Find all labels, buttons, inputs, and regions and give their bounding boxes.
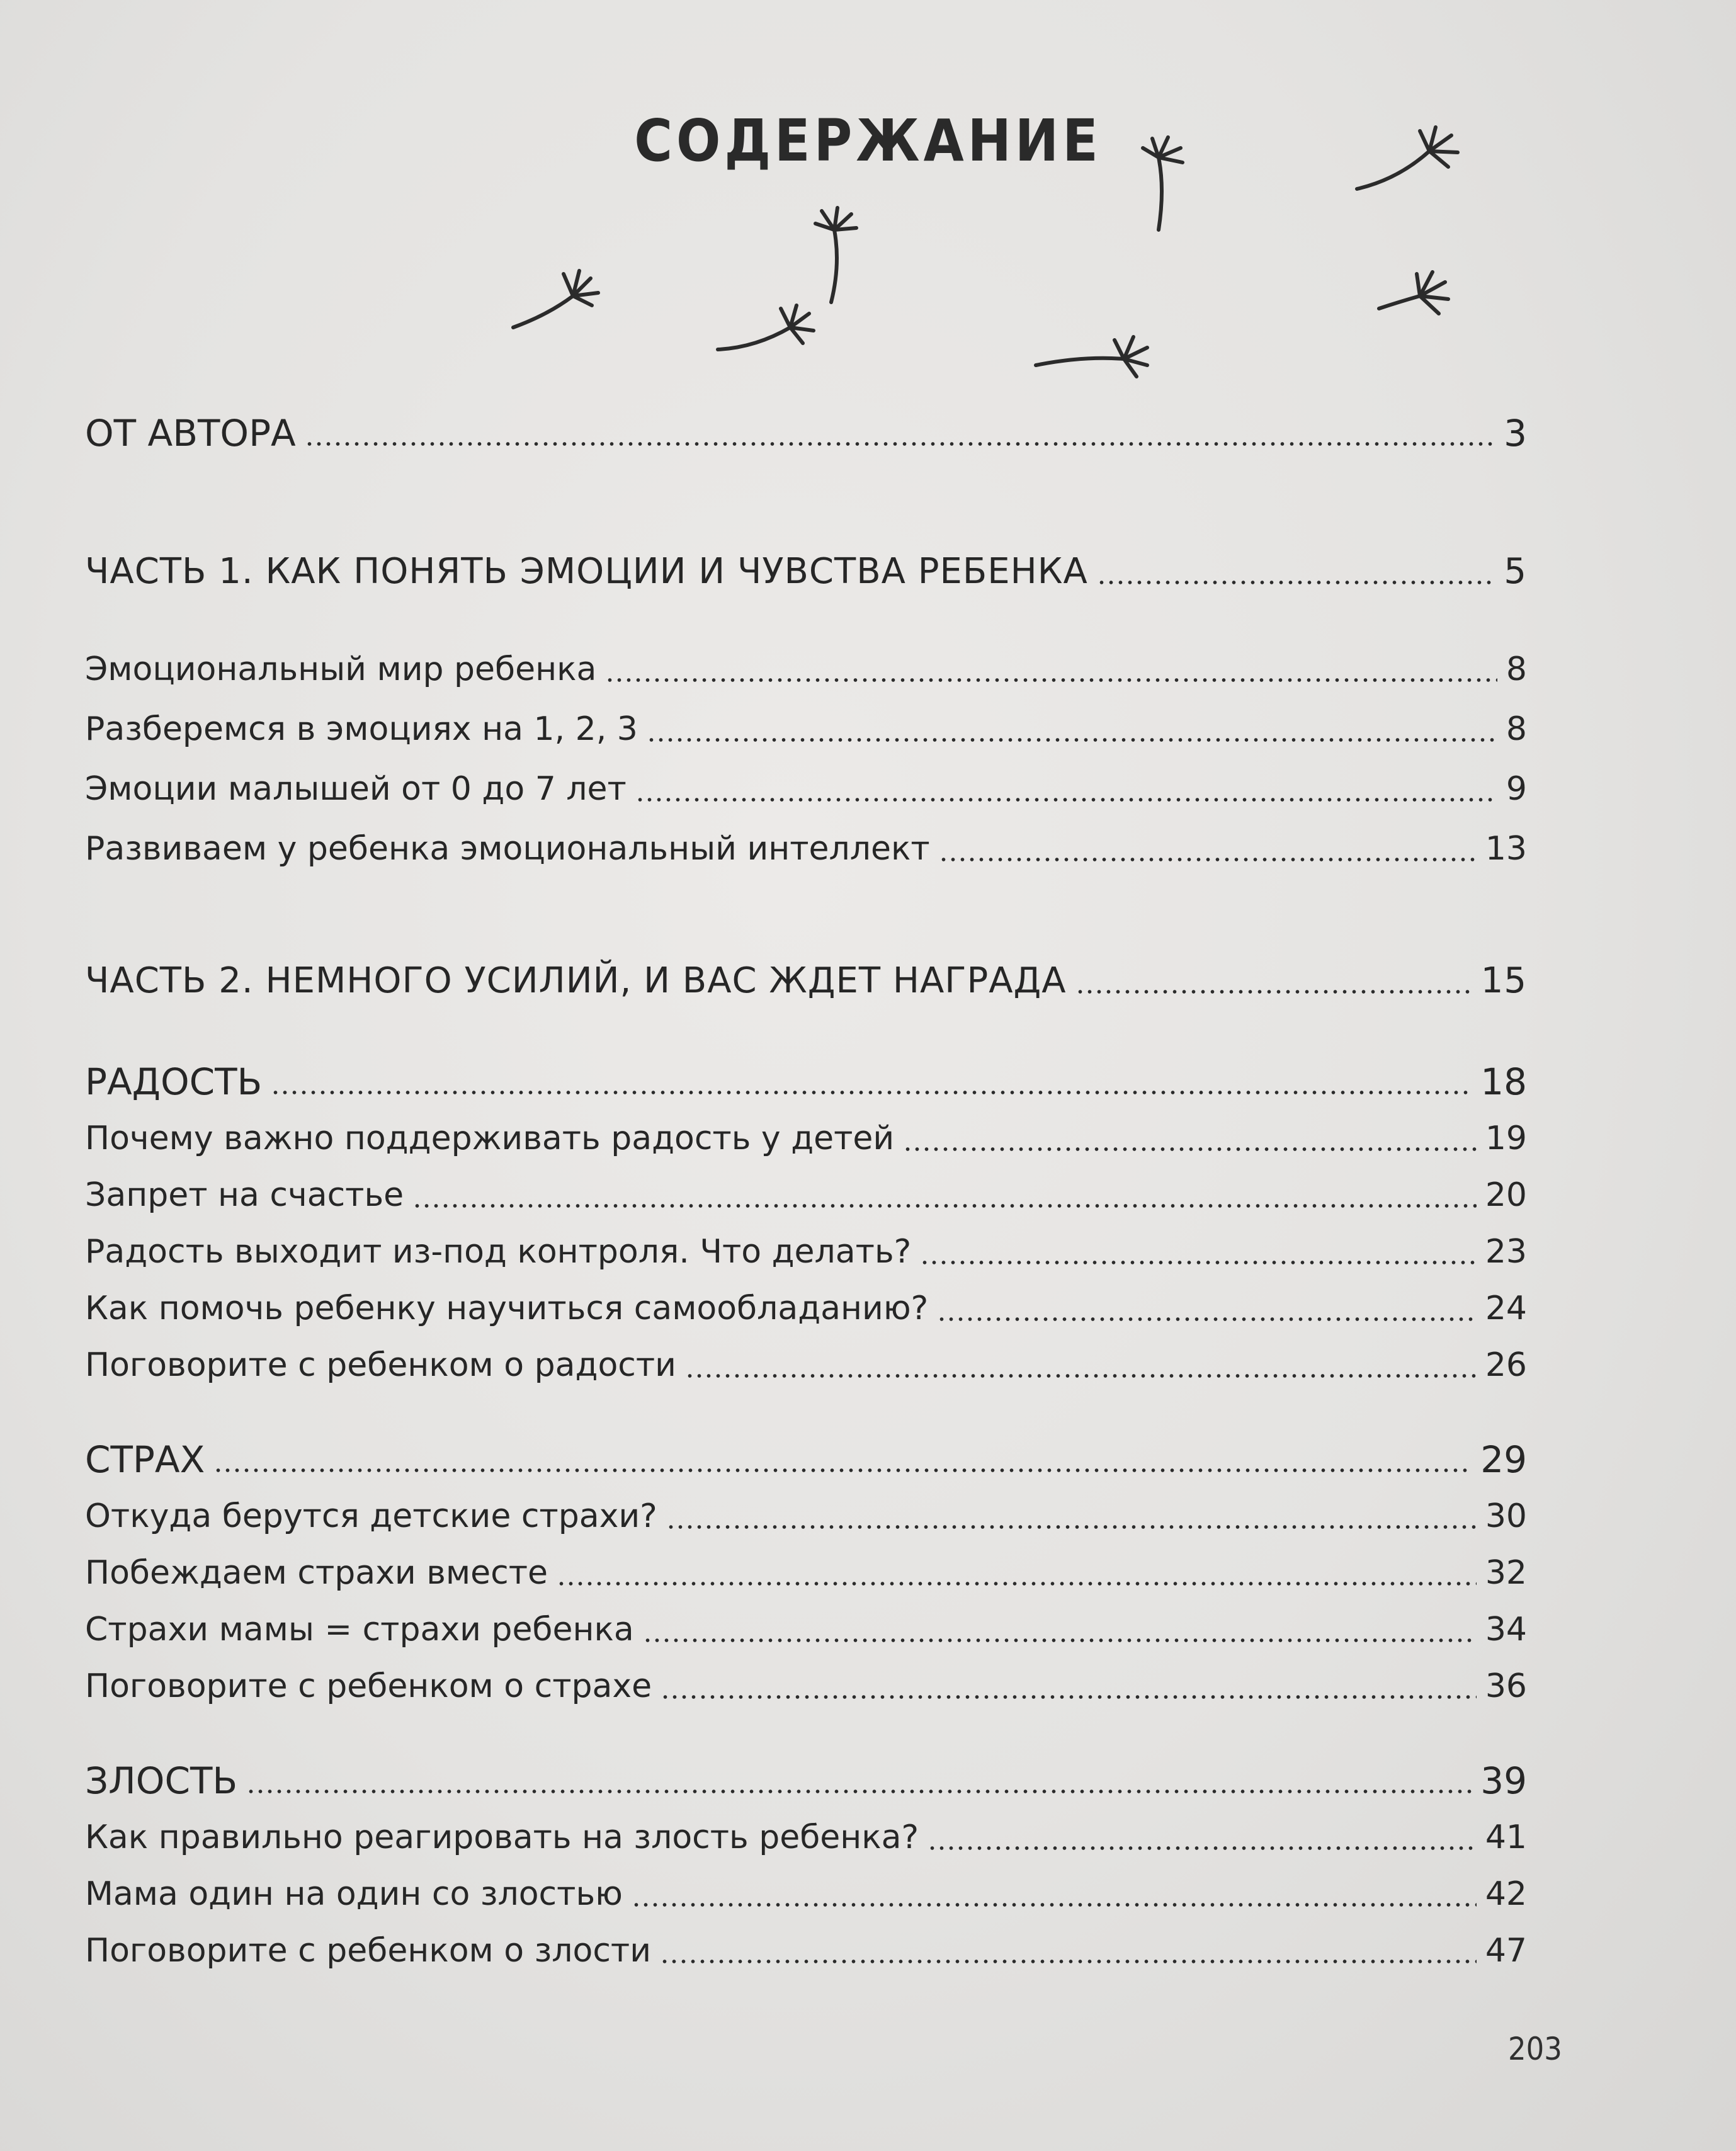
toc-entry-title: Мама один на один со злостью <box>85 1875 623 1913</box>
toc-entry-title: Поговорите с ребенком о злости <box>85 1932 652 1970</box>
toc-entry <box>85 1171 1527 1219</box>
toc-entry-page: 9 <box>1506 770 1527 808</box>
dot-leader <box>412 1203 1477 1209</box>
dandelion-seed-icon <box>1357 127 1458 189</box>
toc-entry <box>85 645 1527 693</box>
toc-entry <box>85 1492 1527 1540</box>
dot-leader <box>920 1259 1477 1266</box>
page-title: СОДЕРЖАНИЕ <box>634 107 1102 174</box>
dot-leader <box>305 441 1495 447</box>
dandelion-seed-icon <box>1379 272 1448 314</box>
dot-leader <box>939 856 1477 863</box>
toc-entry-title: Поговорите с ребенком о радости <box>85 1346 676 1384</box>
toc-entry-part-2 <box>85 957 1527 1005</box>
toc-entry-title: ОТ АВТОРА <box>85 412 296 455</box>
toc-entry-title: Откуда берутся детские страхи? <box>85 1497 657 1535</box>
dandelion-seeds-icon <box>479 113 1486 416</box>
dot-leader <box>605 677 1497 683</box>
toc-entry-title: Разберемся в эмоциях на 1, 2, 3 <box>85 710 638 748</box>
toc-entry-title: Радость выходит из-под контроля. Что делать? <box>85 1233 912 1271</box>
toc-entry-page: 18 <box>1480 1060 1527 1103</box>
toc-entry-title: ЧАСТЬ 2. НЕМНОГО УСИЛИЙ, И ВАС ЖДЕТ НАГРАДА <box>85 960 1067 1001</box>
toc-entry-page: 5 <box>1504 551 1527 592</box>
toc-entry-page: 15 <box>1480 960 1527 1001</box>
toc-entry-page: 29 <box>1480 1438 1527 1481</box>
toc-entry-title: ЗЛОСТЬ <box>85 1759 238 1802</box>
dot-leader <box>635 797 1497 803</box>
toc-entry-title: Почему важно поддерживать радость у детей <box>85 1120 895 1157</box>
toc-entry-title: Эмоциональный мир ребенка <box>85 650 597 688</box>
toc-entry-title: Как помочь ребенку научиться самообладанию? <box>85 1290 929 1327</box>
toc-entry-page: 8 <box>1506 710 1527 748</box>
toc-entry-page: 47 <box>1485 1932 1527 1970</box>
toc-entry-section-strakh <box>85 1436 1527 1484</box>
toc-entry-section-radost <box>85 1058 1527 1106</box>
dandelion-seed-icon <box>815 208 856 302</box>
toc-entry-page: 26 <box>1485 1346 1527 1384</box>
toc-entry <box>85 1606 1527 1654</box>
dot-leader <box>903 1146 1477 1152</box>
dot-leader <box>643 1637 1477 1643</box>
dot-leader <box>557 1581 1477 1587</box>
toc-entry <box>85 1549 1527 1597</box>
dandelion-seed-icon <box>513 271 598 327</box>
toc-entry-page: 20 <box>1485 1176 1527 1214</box>
toc-entry-title: Поговорите с ребенком о страхе <box>85 1667 652 1705</box>
toc-entry-page: 8 <box>1506 650 1527 688</box>
toc-entry <box>85 1662 1527 1710</box>
dot-leader <box>1097 579 1495 586</box>
toc-entry <box>85 1115 1527 1162</box>
dandelion-seed-icon <box>1036 337 1147 377</box>
toc-entry-page: 3 <box>1504 412 1527 455</box>
toc-entry-title: РАДОСТЬ <box>85 1060 263 1103</box>
toc-entry-title: Развиваем у ребенка эмоциональный интеллект <box>85 830 930 868</box>
toc-entry <box>85 705 1527 753</box>
toc-entry-title: ЧАСТЬ 1. КАК ПОНЯТЬ ЭМОЦИИ И ЧУВСТВА РЕБЕНКА <box>85 551 1088 592</box>
toc-entry <box>85 765 1527 813</box>
toc-entry-page: 13 <box>1485 830 1527 868</box>
dot-leader <box>660 1958 1477 1965</box>
toc-entry-ot-avtora <box>85 409 1527 457</box>
toc-entry-title: Побеждаем страхи вместе <box>85 1554 548 1592</box>
dandelion-seed-icon <box>1143 137 1183 230</box>
toc-entry-title: Запрет на счастье <box>85 1176 404 1214</box>
toc-entry-page: 23 <box>1485 1233 1527 1271</box>
dot-leader <box>666 1524 1477 1530</box>
toc-entry <box>85 1285 1527 1332</box>
dot-leader <box>685 1373 1477 1379</box>
toc-entry-title: Эмоции малышей от 0 до 7 лет <box>85 770 627 808</box>
dot-leader <box>632 1902 1477 1908</box>
dot-leader <box>1075 989 1472 995</box>
toc-entry-title: СТРАХ <box>85 1438 205 1481</box>
dot-leader <box>271 1089 1472 1096</box>
toc-entry <box>85 1927 1527 1975</box>
toc-entry-page: 42 <box>1485 1875 1527 1913</box>
dot-leader <box>928 1845 1477 1851</box>
toc-entry <box>85 1870 1527 1918</box>
toc-entry <box>85 1228 1527 1276</box>
toc-entry <box>85 825 1527 873</box>
toc-entry-page: 19 <box>1485 1120 1527 1157</box>
dot-leader <box>213 1467 1472 1473</box>
toc-entry-page: 24 <box>1485 1290 1527 1327</box>
toc-entry-section-zlost <box>85 1757 1527 1805</box>
toc-entry-page: 32 <box>1485 1554 1527 1592</box>
toc-entry-page: 34 <box>1485 1611 1527 1649</box>
toc-entry <box>85 1341 1527 1389</box>
dandelion-seed-icon <box>718 305 814 349</box>
toc-entry-part-1 <box>85 548 1527 596</box>
toc-entry-page: 41 <box>1485 1819 1527 1856</box>
toc-entry-title: Страхи мамы = страхи ребенка <box>85 1611 634 1649</box>
toc-entry-page: 30 <box>1485 1497 1527 1535</box>
toc-entry-page: 36 <box>1485 1667 1527 1705</box>
toc-entry-page: 39 <box>1480 1759 1527 1802</box>
dot-leader <box>661 1694 1477 1700</box>
page-number: 203 <box>1508 2031 1562 2067</box>
toc-entry-title: Как правильно реагировать на злость ребенка? <box>85 1819 919 1856</box>
toc-entry <box>85 1813 1527 1861</box>
dot-leader <box>647 737 1497 743</box>
dot-leader <box>246 1788 1472 1795</box>
dot-leader <box>937 1316 1477 1322</box>
